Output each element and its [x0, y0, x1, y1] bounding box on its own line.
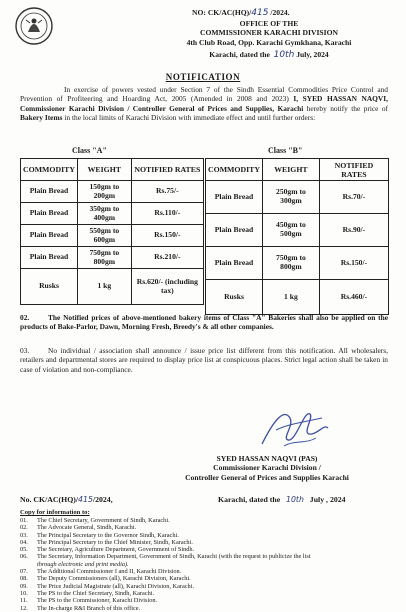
class-b-price-table — [205, 158, 389, 315]
office-line-2: COMMISSIONER KARACHI DIVISION — [200, 28, 338, 38]
list-item — [20, 524, 392, 531]
weight-cell: 250gm to 300gm — [262, 181, 319, 214]
list-item — [20, 568, 392, 575]
rate-cell: Rs.150/- — [319, 247, 388, 280]
paragraph-2: 02. The Notified prices of above-mentioned bakery items of Class "A" Bakeries shall also be applied on the products of Bake-Parlor, Dawn, Morning Fresh, Breedy's & all other companies. — [20, 313, 388, 332]
commodity-cell: Plain Bread — [21, 247, 78, 269]
letterhead — [144, 8, 394, 61]
commodity-cell: Plain Bread — [206, 247, 263, 280]
signatory-name: SYED HASSAN NAQVI (PAS) — [216, 454, 318, 463]
handwritten-signature — [254, 400, 334, 452]
table-row — [21, 181, 204, 203]
list-item-text: The PS to the Commissioner, Karachi Division. — [37, 597, 158, 605]
list-item-text: The Principal Secretary to the Chief Minister, Sindh, Karachi. — [37, 538, 193, 546]
commodity-cell: Rusks — [206, 280, 263, 315]
signatory-title-2: Controller General of Prices and Supplies Karachi — [185, 472, 349, 482]
list-item-text: The Advocate General, Sindh, Karachi. — [37, 524, 137, 532]
table-row — [21, 269, 204, 305]
weight-cell: 450gm to 500gm — [262, 214, 319, 247]
office-address: 4th Club Road, Opp. Karachi Gymkhana, Karachi — [186, 37, 352, 47]
list-item — [20, 546, 392, 553]
header-rates: NOTIFIED RATES — [319, 159, 388, 181]
list-item-text: The Price Judicial Magistrate (all), Karachi Division, Karachi. — [37, 582, 195, 590]
paragraph-1: In exercise of powers vested under Section 7 of the Sindh Essential Commodities Price Control and Prevention of Profiteering and Hoarding Act, 2005 (Amended in 2008 and 2023) I, SYED HASSAN NAQVI, Commissioner Karachi Division / Controller General of Prices and Supplies, Karachi hereby notify the price of Bakery Items in the local limits of Karachi Division with immediate effect and until further orders: — [20, 85, 388, 122]
list-item-number: 09. — [20, 582, 28, 590]
list-item — [20, 532, 392, 539]
list-item-text: The Deputy Commissioners (all), Karachi Division, Karachi. — [37, 575, 191, 583]
header-commodity: COMMODITY — [21, 159, 78, 181]
signatory-block — [142, 454, 392, 482]
list-item-number: 11. — [20, 597, 28, 605]
list-item-number: 06. — [20, 553, 28, 561]
footer-reference-number: No. CK/AC(HQ)/415/2024, — [20, 495, 113, 504]
class-a-label: Class "A" — [72, 146, 107, 155]
list-item-text: The Secretary, Information Department, Government of Sindh, Karachi (with the request to publicize the list — [37, 553, 311, 561]
header-commodity: COMMODITY — [206, 159, 263, 181]
footer-date: Karachi, dated the 10th July , 2024 — [218, 495, 346, 504]
office-line-1: OFFICE OF THE — [239, 18, 299, 28]
list-item — [20, 597, 392, 604]
list-item — [20, 605, 392, 612]
rate-cell: Rs.210/- — [131, 247, 203, 269]
rate-cell: Rs.460/- — [319, 280, 388, 315]
copy-distribution-list — [20, 517, 392, 612]
commodity-cell: Plain Bread — [21, 203, 78, 225]
table-row — [206, 280, 389, 315]
list-item-text: The Additional Commissioner I and II, Karachi Division. — [37, 568, 182, 576]
list-item-number: 08. — [20, 575, 28, 583]
weight-cell: 550gm to 600gm — [77, 225, 131, 247]
list-item-number: 10. — [20, 589, 28, 597]
list-item-number: 05. — [20, 546, 28, 554]
header-weight: WEIGHT — [77, 159, 131, 181]
reference-number: NO: CK/AC(HQ)/415 /2024. — [192, 8, 290, 18]
list-item-number: 12. — [20, 604, 28, 612]
commodity-cell: Plain Bread — [206, 214, 263, 247]
list-item — [20, 539, 392, 546]
rate-cell: Rs.90/- — [319, 214, 388, 247]
list-item-number: 04. — [20, 538, 28, 546]
header-rates: NOTIFIED RATES — [131, 159, 203, 181]
rate-cell: Rs.110/- — [131, 203, 203, 225]
government-emblem-icon — [14, 6, 54, 46]
table-row — [21, 247, 204, 269]
class-a-price-table — [20, 158, 204, 305]
notification-title: NOTIFICATION — [165, 72, 241, 82]
list-item-number: 03. — [20, 531, 28, 539]
list-item-text: The PS to the Chief Secretary, Sindh, Karachi. — [37, 589, 155, 597]
commodity-cell: Plain Bread — [21, 225, 78, 247]
rate-cell: Rs.150/- — [131, 225, 203, 247]
table-row — [21, 225, 204, 247]
list-item — [20, 590, 392, 597]
commodity-cell: Plain Bread — [206, 181, 263, 214]
commodity-cell: Rusks — [21, 269, 78, 305]
weight-cell: 1 kg — [262, 280, 319, 315]
list-item — [20, 553, 392, 560]
rate-cell: Rs.620/- (including tax) — [131, 269, 203, 305]
list-item — [20, 575, 392, 582]
list-item-text: The Principal Secretary to the Governor Sindh, Karachi. — [37, 531, 179, 539]
list-item-number: 02. — [20, 524, 28, 532]
table-row — [206, 181, 389, 214]
list-item-text: through electronic and print media). — [37, 560, 129, 568]
table-row — [21, 203, 204, 225]
list-item-text: The In-charge R&I Branch of this office. — [37, 604, 141, 612]
rate-cell: Rs.70/- — [319, 181, 388, 214]
table-row — [206, 247, 389, 280]
weight-cell: 1 kg — [77, 269, 131, 305]
weight-cell: 350gm to 400gm — [77, 203, 131, 225]
weight-cell: 750gm to 800gm — [262, 247, 319, 280]
header-date: Karachi, dated the 10th July, 2024 — [209, 50, 329, 61]
list-item — [20, 517, 392, 524]
list-item-text: The Secretary, Agriculture Department, Government of Sindh. — [37, 546, 195, 554]
weight-cell: 750gm to 800gm — [77, 247, 131, 269]
copy-heading: Copy for information to: — [20, 509, 90, 516]
class-b-label: Class "B" — [268, 146, 303, 155]
list-item-text: The Chief Secretary, Government of Sindh, Karachi. — [37, 517, 170, 524]
signatory-title-1: Commissioner Karachi Division / — [213, 463, 321, 473]
commodity-cell: Plain Bread — [21, 181, 78, 203]
rate-cell: Rs.75/- — [131, 181, 203, 203]
list-item-number: 07. — [20, 568, 28, 576]
paragraph-3: 03. No individual / association shall announce / issue price list different from this notification. All wholesalers, retailers and departmental stores are required to display price list at conspicuous places. Strict legal action shall be taken in case of violation and non-compliance. — [20, 346, 388, 374]
header-weight: WEIGHT — [262, 159, 319, 181]
weight-cell: 150gm to 200gm — [77, 181, 131, 203]
table-row — [206, 214, 389, 247]
list-item-number: 01. — [20, 517, 28, 524]
list-item — [20, 583, 392, 590]
list-item — [20, 561, 392, 568]
